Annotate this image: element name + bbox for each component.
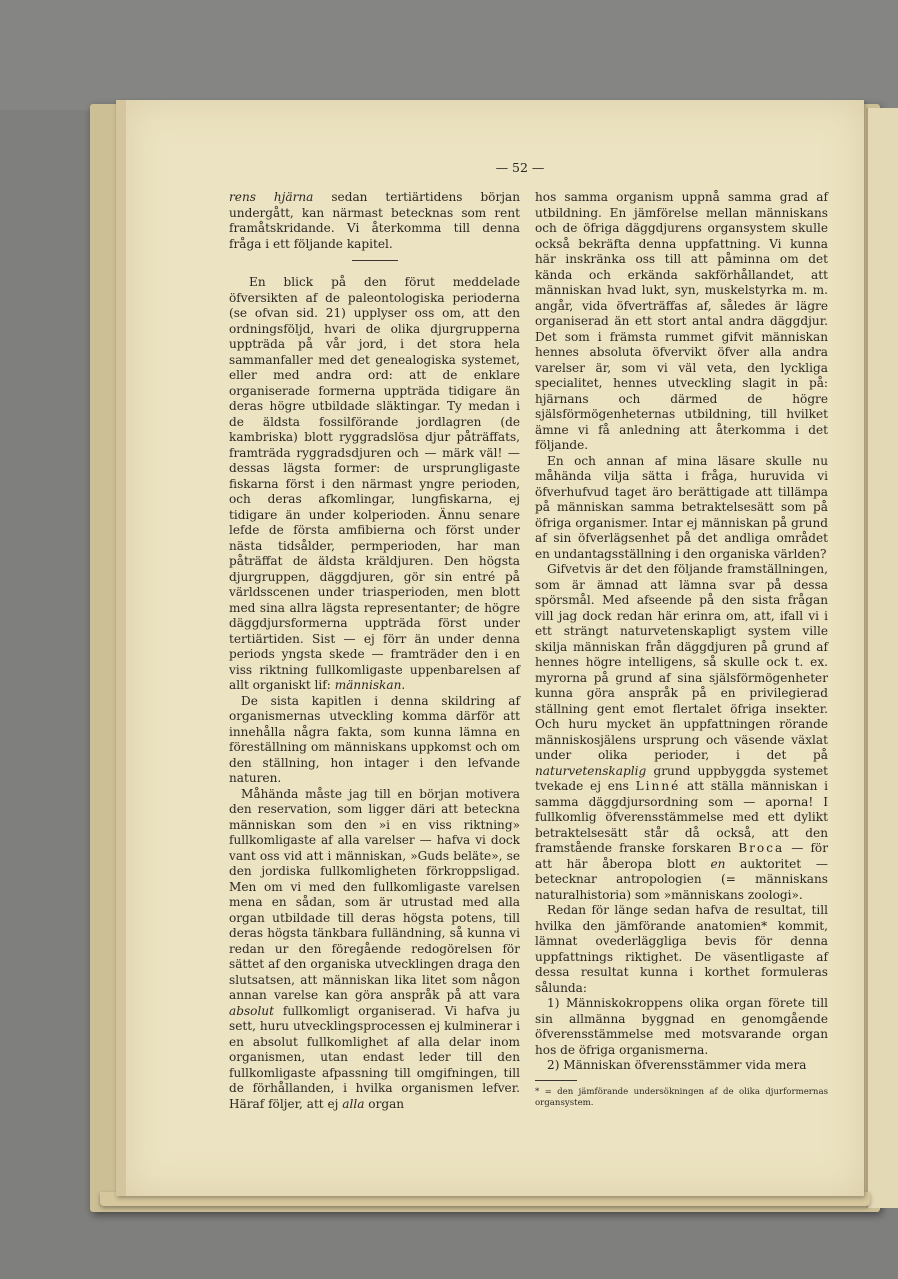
left-p4-text-c: organ — [364, 1096, 405, 1111]
footnote: * = den jämförande undersökningen af de olika djurformernas organsystem. — [535, 1086, 828, 1108]
right-paragraph-4: Redan för länge sedan hafva de resultat, till hvilka den jämförande anatomien* kommit, lämnat ovederläggliga bevis för denna uppfattnings riktighet. De väsentligaste af dessa resultat kunna i korthet formuleras sålunda: — [535, 903, 828, 995]
section-divider — [352, 260, 398, 261]
left-p1-italic: rens hjärna — [229, 190, 314, 204]
right-p3-text-c: att ställa människan i samma däggdjursordning som — aporna! I fullkomlig öfverensstämmelse med ett dylikt betraktelsesätt står då också, att den framstående franske forskaren — [535, 779, 828, 855]
right-paragraph-3 — [535, 562, 828, 903]
background-top — [0, 0, 898, 110]
right-paragraph-1: hos samma organism uppnå samma grad af utbildning. En jämförelse mellan människans och de öfriga däggdjurens organsystem skulle också bekräfta denna uppfattning. Vi kunna här inskränka oss till att påminna om det kända och erkända sakförhållandet, att människan hvad lukt, syn, muskelstyrka m. m. angår, vida öfverträffas af, således är lägre organiserad än ett stort antal andra däggdjur. Det som i främsta rummet gifvit människan hennes absoluta öfvervikt öfver alla andra varelser är, som vi väl veta, den lyckliga specialitet, hennes utveckling slagit in på: hjärnans och därmed de högre själsförmögenheternas utbildning, till hvilket ämne vi få anledning att återkomma i det följande. — [535, 190, 828, 452]
right-column — [535, 190, 828, 1109]
right-paragraph-6: 2) Människan öfverensstämmer vida mera — [547, 1058, 807, 1072]
left-paragraph-1 — [229, 190, 520, 252]
right-p3-text-e: auktoritet — betecknar antropologien (= människans naturalhistoria) som »människans zoologi». — [535, 856, 828, 902]
right-p3-italic-2: en — [710, 856, 726, 871]
left-p2-italic: människan. — [334, 678, 406, 692]
right-p3-italic-1: naturvetenskaplig — [535, 763, 647, 778]
left-column — [229, 190, 520, 1112]
right-p3-spaced-linne: Linné — [635, 779, 681, 793]
left-p2-text: En blick på den förut meddelade öfversikten af de paleontologiska perioderna (se ofvan sid. 21) upplyser oss om, att den ordningsföljd, hvari de olika djurgrupperna uppträda på vår jord, i det stora hela sammanfaller med det genealogiska systemet, eller med andra ord: att de enklare organiserade formerna uppträda tidigare än deras högre utbildade släktingar. Ty medan i de äldsta fossilförande jordlagren (de kambriska) blott ryggradslösa djur påträffats, framträda ryggradsdjuren och — märk väl! — dessas lägsta former: de ursprungligaste fiskarna först i den närmast yngre perioden, och deras afkomlingar, lungfiskarna, ej tidigare än under kolperioden. Ännu senare lefde de första amfibierna och först under nästa tidsålder, permperioden, har man påträffat de äldsta kräldjuren. Den högsta djurgruppen, däggdjuren, gör sin entré på världsscenen under triasperioden, men blott med sina allra lägsta representanter; de högre däggdjursformerna uppträda först under tertiärtiden. Sist — ej förr än under denna periods yngsta skede — framträder den i en viss riktning fullkomligaste uppenbarelsen af allt organiskt lif: — [229, 275, 520, 692]
left-p1-text: sedan tertiärtidens början undergått, kan närmast betecknas som rent framåtskridande. Vi återkomma till denna fråga i ett följande kapitel. — [229, 190, 520, 251]
right-paragraph-2: En och annan af mina läsare skulle nu måhända vilja sätta i fråga, huruvida vi öfverhufvud taget äro berättigade att tillämpa på människan samma betraktelsesätt som på öfriga organismer. Intar ej människan på grund af sin öfverlägsenhet på det andliga området en undantagsställning i den organiska världen? — [535, 453, 828, 561]
left-paragraph-2 — [229, 275, 520, 694]
right-p3-text-d: — för att här åberopa blott — [535, 841, 828, 871]
facing-page-edge — [866, 108, 898, 1208]
left-p4-text-b: fullkomligt organiserad. Vi hafva ju sett, huru utvecklingsprocessen ej kulminerar i en absolut fullkomlighet af alla delar inom organismen, utan endast leder till den fullkomligaste afpassning till omgifningen, till de förhållanden, i hvilka organismen lefver. Häraf följer, att ej — [229, 1003, 520, 1111]
right-p3-spaced-broca: Broca — [738, 841, 785, 855]
page-number: — 52 — — [495, 160, 545, 175]
left-p4-italic-2: alla — [342, 1096, 365, 1111]
left-paragraph-3: De sista kapitlen i denna skildring af organismernas utveckling komma därför att innehålla några fakta, som kunna lämna en föreställning om människans uppkomst och om den ställning, hon intager i den lefvande naturen. — [229, 693, 520, 785]
right-p3-text-b: grund uppbyggda systemet tvekade ej ens — [535, 763, 828, 793]
left-p4-italic-1: absolut — [229, 1003, 274, 1018]
footnote-rule — [535, 1080, 577, 1081]
left-paragraph-4 — [229, 787, 520, 1113]
right-paragraph-5: 1) Människokroppens olika organ förete till sin allmänna byggnad en genomgående öfverensstämmelse med motsvarande organ hos de öfriga organismerna. — [535, 996, 828, 1057]
right-p3-text-a: Gifvetvis är det den följande framställningen, som är ämnad att lämna svar på dessa spörsmål. Med afseende på den sista frågan vill jag dock redan här erinra om, att, ifall vi i ett strängt naturvetenskapligt system ville skilja människan från däggdjuren på grund af hennes högre intelligens, så skulle ock t. ex. myrorna på grund af sina själsförmögenheter kunna göra anspråk på en privilegierad ställning gent emot flertalet öfriga insekter. Och huru mycket än uppfattningen rörande människosjälens ursprung och väsende växlat under olika perioder, i det på — [535, 562, 828, 762]
left-p4-text-a: Måhända måste jag till en början motivera den reservation, som ligger däri att beteckna människan som den »i en viss riktning» fullkomligaste af alla varelser — hafva vi dock vant oss vid att i människan, »Guds beläte», se den jordiska fullkomligheten förkroppsligad. Men om vi med den fullkomligaste varelsen mena en sådan, som är utrustad med alla organ utbildade till deras högsta potens, till deras högsta tänkbara fulländning, så kunna vi redan ur den föregående redogörelsen för sättet af den organiska utvecklingen draga den slutsatsen, att människan lika litet som någon annan varelse kan göra anspråk på att vara — [229, 786, 520, 1002]
